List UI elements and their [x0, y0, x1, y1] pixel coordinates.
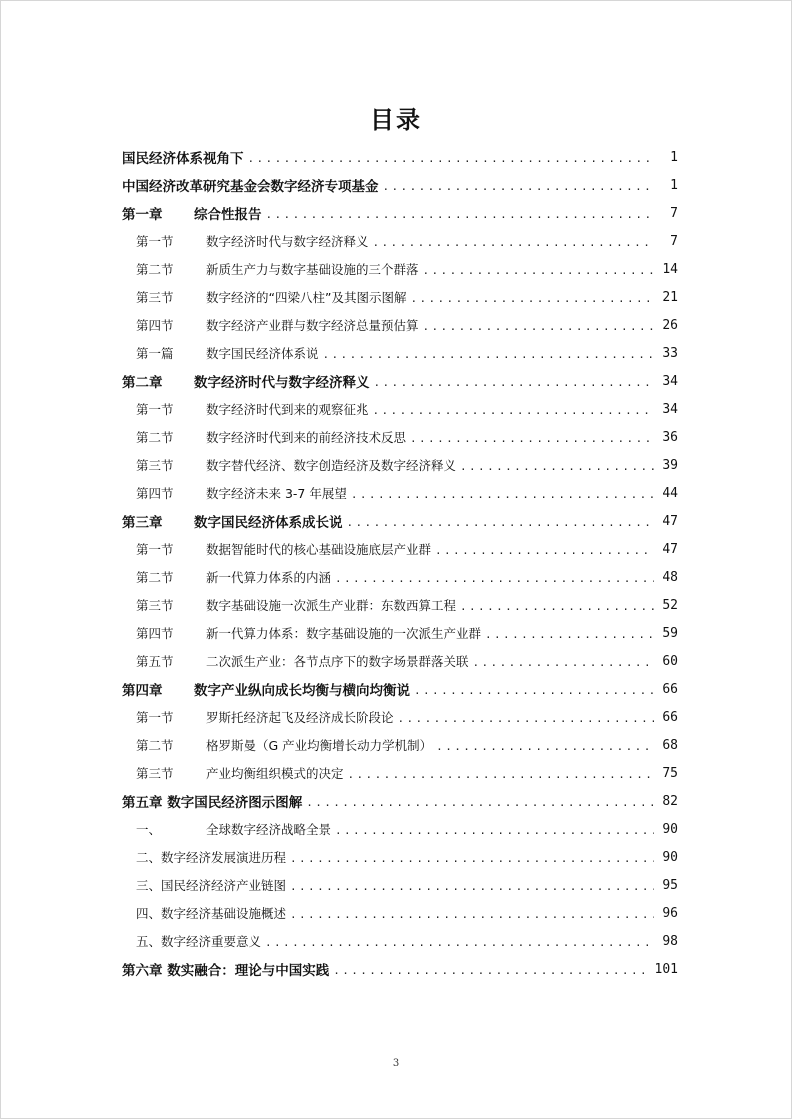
toc-entry-label — [136, 624, 481, 642]
toc-entry-number: 第一节 — [136, 542, 174, 557]
toc-entry[interactable] — [122, 171, 678, 199]
toc-entry-label — [136, 456, 456, 474]
toc-entry-text: 数字替代经济、数字创造经济及数字经济释义 — [206, 458, 457, 473]
toc-entry[interactable] — [122, 255, 678, 283]
toc-entry-text: 新质生产力与数字基础设施的三个群落 — [206, 262, 419, 277]
dot-leader — [423, 264, 654, 277]
dot-leader — [265, 936, 654, 949]
dot-leader — [436, 740, 654, 753]
toc-entry-label — [136, 904, 286, 922]
toc-entry-page: 47 — [662, 513, 678, 529]
dot-leader — [410, 292, 654, 305]
toc-entry-label — [136, 876, 286, 894]
toc-entry-page: 48 — [662, 569, 678, 585]
toc-entry-page: 21 — [662, 289, 678, 305]
dot-leader — [266, 208, 655, 221]
toc-entry-page: 68 — [662, 737, 678, 753]
dot-leader — [335, 824, 654, 837]
dot-leader — [333, 964, 650, 977]
toc-entry-text: 数字经济时代到来的前经济技术反思 — [206, 430, 407, 445]
toc-entry-label — [136, 736, 432, 754]
toc-entry-label — [136, 232, 369, 250]
toc-entry[interactable] — [122, 955, 678, 983]
toc-entry[interactable] — [122, 899, 678, 927]
toc-entry-text: 第五章 数字国民经济图示图解 — [122, 795, 303, 811]
dot-leader — [435, 544, 654, 557]
toc-entry-label — [136, 484, 347, 502]
toc-entry[interactable] — [122, 731, 678, 759]
dot-leader — [347, 516, 655, 529]
toc-entry-text: 五、数字经济重要意义 — [136, 934, 262, 949]
toc-entry-page: 98 — [662, 933, 678, 949]
toc-entry-text: 数字国民经济体系说 — [206, 346, 319, 361]
dot-leader — [460, 600, 654, 613]
toc-entry-text: 格罗斯曼（G 产业均衡增长动力学机制） — [206, 738, 433, 753]
toc-entry-label — [136, 932, 261, 950]
toc-entry-label — [136, 708, 394, 726]
dot-leader — [290, 852, 654, 865]
toc-entry-label — [136, 428, 406, 446]
toc-entry-text: 产业均衡组织模式的决定 — [206, 766, 344, 781]
toc-entry-page: 33 — [662, 345, 678, 361]
toc-entry-label — [122, 203, 262, 223]
toc-entry-number: 第一篇 — [136, 346, 174, 361]
toc-entry-text: 国民经济体系视角下 — [122, 151, 244, 167]
toc-entry-text: 数字经济时代与数字经济释义 — [206, 234, 369, 249]
toc-entry[interactable] — [122, 227, 678, 255]
toc-entry-page: 34 — [662, 373, 678, 389]
toc-entry-text: 数字基础设施一次派生产业群：东数西算工程 — [206, 598, 457, 613]
toc-entry-page: 26 — [662, 317, 678, 333]
dot-leader — [423, 320, 654, 333]
dot-leader — [460, 460, 654, 473]
toc-entry-page: 66 — [662, 681, 678, 697]
toc-entry[interactable] — [122, 843, 678, 871]
toc-entry-page: 52 — [662, 597, 678, 613]
dot-leader — [473, 656, 654, 669]
toc-entry-text: 罗斯托经济起飞及经济成长阶段论 — [206, 710, 394, 725]
toc-entry[interactable] — [122, 619, 678, 647]
dot-leader — [398, 712, 654, 725]
toc-entry-number: 第一节 — [136, 402, 174, 417]
toc-entry-label — [136, 400, 369, 418]
toc-entry-number: 第三节 — [136, 290, 174, 305]
toc-entry-text: 数字经济时代与数字经济释义 — [194, 375, 370, 391]
toc-entry-page: 7 — [670, 205, 678, 221]
dot-leader — [373, 404, 654, 417]
toc-entry-page: 90 — [662, 821, 678, 837]
toc-entry-number: 第一节 — [136, 710, 174, 725]
toc-entry-label — [122, 371, 370, 391]
toc-entry-label — [122, 959, 329, 979]
page-number: 3 — [392, 1058, 400, 1069]
toc-entry-page: 34 — [662, 401, 678, 417]
toc-entry-label — [136, 848, 286, 866]
toc-entry-label — [136, 316, 419, 334]
toc-entry[interactable] — [122, 927, 678, 955]
toc-entry-number: 第三章 — [122, 515, 163, 531]
toc-entry-page: 7 — [670, 233, 678, 249]
toc-entry-page: 96 — [662, 905, 678, 921]
toc-entry-number: 第一节 — [136, 234, 174, 249]
toc-entry-label — [136, 260, 419, 278]
toc-entry-text: 二、数字经济发展演进历程 — [136, 850, 287, 865]
toc-entry-number: 第二节 — [136, 570, 174, 585]
toc-entry[interactable] — [122, 703, 678, 731]
toc-entry-text: 数字经济时代到来的观察征兆 — [206, 402, 369, 417]
toc-entry[interactable] — [122, 815, 678, 843]
toc-entry-label — [136, 540, 431, 558]
toc-entry-page: 39 — [662, 457, 678, 473]
toc-entry-label — [122, 147, 244, 167]
toc-entry-text: 数据智能时代的核心基础设施底层产业群 — [206, 542, 432, 557]
toc-entry-text: 中国经济改革研究基金会数字经济专项基金 — [122, 179, 379, 195]
toc-entry-page: 47 — [662, 541, 678, 557]
dot-leader — [290, 880, 654, 893]
toc-entry-label — [136, 820, 331, 838]
toc-entry[interactable] — [122, 199, 678, 227]
toc-entry-number: 第二节 — [136, 430, 174, 445]
toc-entry-number: 一、 — [136, 822, 162, 837]
toc-entry[interactable] — [122, 871, 678, 899]
toc-entry[interactable] — [122, 423, 678, 451]
toc-entry-label — [122, 511, 343, 531]
toc-title: 目录 — [370, 106, 422, 134]
toc-entry-number: 第四节 — [136, 318, 174, 333]
toc-entry[interactable] — [122, 283, 678, 311]
toc-entry-number: 第五节 — [136, 654, 174, 669]
toc-entry-page: 1 — [670, 149, 678, 165]
toc-entry-label — [136, 596, 456, 614]
toc-entry-number: 第四章 — [122, 683, 163, 699]
toc-entry-text: 二次派生产业：各节点序下的数字场景群落关联 — [206, 654, 469, 669]
toc-entry[interactable] — [122, 535, 678, 563]
toc-entry-text: 四、数字经济基础设施概述 — [136, 906, 287, 921]
dot-leader — [414, 684, 654, 697]
toc-entry-text: 综合性报告 — [194, 207, 262, 223]
toc-entry-number: 第三节 — [136, 598, 174, 613]
toc-entry-label — [122, 679, 410, 699]
toc-entry-page: 75 — [662, 765, 678, 781]
toc-entry-text: 第六章 数实融合：理论与中国实践 — [122, 963, 330, 979]
dot-leader — [373, 236, 654, 249]
dot-leader — [335, 572, 654, 585]
toc-entry-page: 59 — [662, 625, 678, 641]
toc-entry-page: 44 — [662, 485, 678, 501]
toc-entry[interactable] — [122, 675, 678, 703]
toc-entry-page: 1 — [670, 177, 678, 193]
dot-leader — [351, 488, 654, 501]
toc-entry-text: 数字经济的“四梁八柱”及其图示图解 — [206, 290, 407, 305]
toc-entry-number: 第四节 — [136, 626, 174, 641]
toc-entry[interactable] — [122, 647, 678, 675]
toc-entry-text: 新一代算力体系的内涵 — [206, 570, 332, 585]
toc-entry[interactable] — [122, 759, 678, 787]
toc-entry-label — [136, 568, 331, 586]
toc-entry-label — [122, 791, 302, 811]
toc-entry[interactable] — [122, 367, 678, 395]
toc-entry-text: 三、国民经济经济产业链图 — [136, 878, 287, 893]
dot-leader — [248, 152, 655, 165]
toc-entry-label — [122, 175, 379, 195]
toc-entry-text: 数字国民经济体系成长说 — [194, 515, 343, 531]
toc-entry-number: 第四节 — [136, 486, 174, 501]
toc-entry[interactable] — [122, 395, 678, 423]
toc-entry-number: 第二节 — [136, 738, 174, 753]
dot-leader — [290, 908, 654, 921]
toc-entry[interactable] — [122, 787, 678, 815]
dot-leader — [306, 796, 654, 809]
toc-entry-page: 101 — [654, 961, 678, 977]
dot-leader — [323, 348, 654, 361]
dot-leader — [410, 432, 654, 445]
toc-entry-label — [136, 652, 469, 670]
toc-entry-label — [136, 764, 344, 782]
dot-leader — [383, 180, 655, 193]
toc-entry[interactable] — [122, 563, 678, 591]
toc-entry-number: 第二章 — [122, 375, 163, 391]
toc-entry-page: 14 — [662, 261, 678, 277]
toc-entry[interactable] — [122, 591, 678, 619]
toc-entry[interactable] — [122, 311, 678, 339]
toc-entry[interactable] — [122, 479, 678, 507]
toc-entry-number: 第二节 — [136, 262, 174, 277]
toc-entry-text: 新一代算力体系：数字基础设施的一次派生产业群 — [206, 626, 482, 641]
toc-entry-page: 60 — [662, 653, 678, 669]
toc-entry[interactable] — [122, 143, 678, 171]
dot-leader — [348, 768, 654, 781]
toc-list — [122, 143, 678, 983]
toc-entry[interactable] — [122, 339, 678, 367]
toc-entry-page: 82 — [662, 793, 678, 809]
toc-entry[interactable] — [122, 451, 678, 479]
toc-entry-text: 数字经济产业群与数字经济总量预估算 — [206, 318, 419, 333]
toc-entry-number: 第三节 — [136, 766, 174, 781]
toc-entry-page: 66 — [662, 709, 678, 725]
toc-entry-number: 第一章 — [122, 207, 163, 223]
toc-entry-page: 36 — [662, 429, 678, 445]
toc-entry-label — [136, 344, 319, 362]
dot-leader — [485, 628, 654, 641]
toc-entry-text: 数字产业纵向成长均衡与横向均衡说 — [194, 683, 410, 699]
toc-entry-text: 数字经济未来 3-7 年展望 — [206, 486, 347, 501]
toc-entry-text: 全球数字经济战略全景 — [206, 822, 332, 837]
dot-leader — [374, 376, 655, 389]
toc-entry-page: 95 — [662, 877, 678, 893]
toc-entry[interactable] — [122, 507, 678, 535]
toc-entry-label — [136, 288, 406, 306]
toc-entry-number: 第三节 — [136, 458, 174, 473]
toc-entry-page: 90 — [662, 849, 678, 865]
